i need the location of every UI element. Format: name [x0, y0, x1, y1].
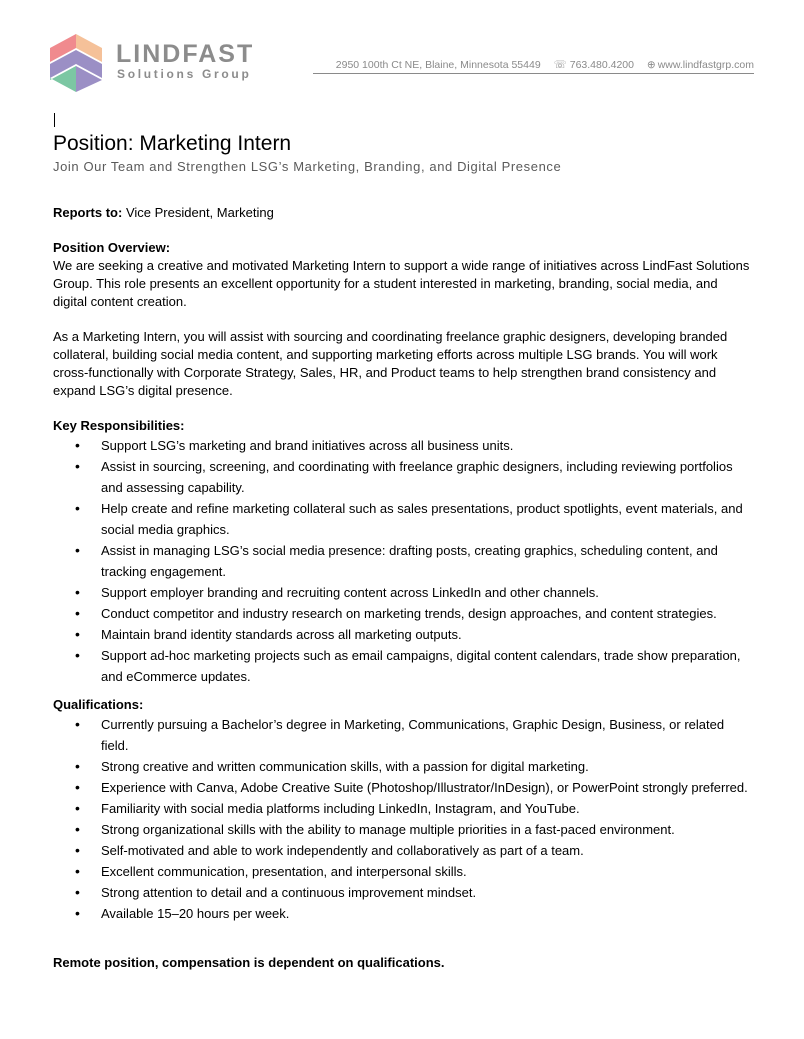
company-name: LINDFAST — [116, 40, 255, 68]
qualifications-heading: Qualifications: — [53, 697, 144, 712]
company-subtitle: Solutions Group — [117, 67, 252, 81]
reports-to-value: Vice President, Marketing — [125, 205, 274, 220]
list-item: • Currently pursuing a Bachelor’s degree in Marketing, Communications, Graphic Design, Business, or related field. — [53, 714, 753, 756]
list-item: • Strong creative and written communication skills, with a passion for digital marketing. — [53, 756, 753, 777]
contact-line — [313, 59, 754, 74]
reports-to — [53, 204, 753, 222]
list-item: • Support employer branding and recruiting content across LinkedIn and other channels. — [53, 582, 753, 603]
document-body — [53, 204, 753, 972]
overview-heading: Position Overview: — [53, 240, 171, 255]
address: 2950 100th Ct NE, Blaine, Minnesota 55449 — [335, 59, 541, 71]
reports-to-label: Reports to: — [53, 205, 123, 220]
overview-paragraph-1: We are seeking a creative and motivated Marketing Intern to support a wide range of initiatives across LindFast Solutions Group. This role presents an excellent opportunity for a student interested in marketing, branding, social media, and digital content creation. — [53, 258, 750, 309]
phone-icon: ☏ — [553, 59, 567, 71]
list-item: • Assist in managing LSG’s social media presence: drafting posts, creating graphics, scheduling content, and tracking engagement. — [53, 540, 753, 582]
globe-icon: ⊕ — [646, 59, 656, 71]
qualifications-list — [53, 714, 753, 924]
list-item: • Excellent communication, presentation, and interpersonal skills. — [53, 861, 753, 882]
list-item: • Familiarity with social media platforms including LinkedIn, Instagram, and YouTube. — [53, 798, 753, 819]
list-item: • Strong organizational skills with the ability to manage multiple priorities in a fast-paced environment. — [53, 819, 753, 840]
list-item: • Support ad-hoc marketing projects such as email campaigns, digital content calendars, trade show preparation, and eCommerce updates. — [53, 645, 753, 687]
list-item: • Conduct competitor and industry research on marketing trends, design approaches, and content strategies. — [53, 603, 753, 624]
responsibilities-heading: Key Responsibilities: — [53, 418, 185, 433]
responsibilities-list — [53, 435, 753, 687]
list-item: • Available 15–20 hours per week. — [53, 903, 753, 924]
company-logo — [47, 32, 105, 94]
page-subtitle: Join Our Team and Strengthen LSG’s Marketing, Branding, and Digital Presence — [53, 159, 562, 174]
list-item: • Experience with Canva, Adobe Creative Suite (Photoshop/Illustrator/InDesign), or PowerPoint strongly preferred. — [53, 777, 753, 798]
website: www.lindfastgrp.com — [657, 59, 754, 71]
footer-note: Remote position, compensation is dependent on qualifications. — [53, 955, 445, 970]
list-item: • Support LSG’s marketing and brand initiatives across all business units. — [53, 435, 753, 456]
list-item: • Strong attention to detail and a continuous improvement mindset. — [53, 882, 753, 903]
list-item: • Help create and refine marketing collateral such as sales presentations, product spotlights, event materials, and social media graphics. — [53, 498, 753, 540]
text-cursor — [54, 113, 55, 127]
page-title: Position: Marketing Intern — [53, 132, 292, 155]
phone: 763.480.4200 — [569, 59, 634, 71]
overview-paragraph-2: As a Marketing Intern, you will assist with sourcing and coordinating freelance graphic designers, developing branded collateral, building social media content, and supporting marketing efforts across multiple LSG brands. You will work cross-functionally with Corporate Strategy, Sales, HR, and Product teams to help strengthen brand consistency and expand LSG’s digital presence. — [53, 329, 728, 398]
list-item: • Self-motivated and able to work independently and collaboratively as part of a team. — [53, 840, 753, 861]
list-item: • Maintain brand identity standards across all marketing outputs. — [53, 624, 753, 645]
list-item: • Assist in sourcing, screening, and coordinating with freelance graphic designers, including reviewing portfolios and assessing capability. — [53, 456, 753, 498]
